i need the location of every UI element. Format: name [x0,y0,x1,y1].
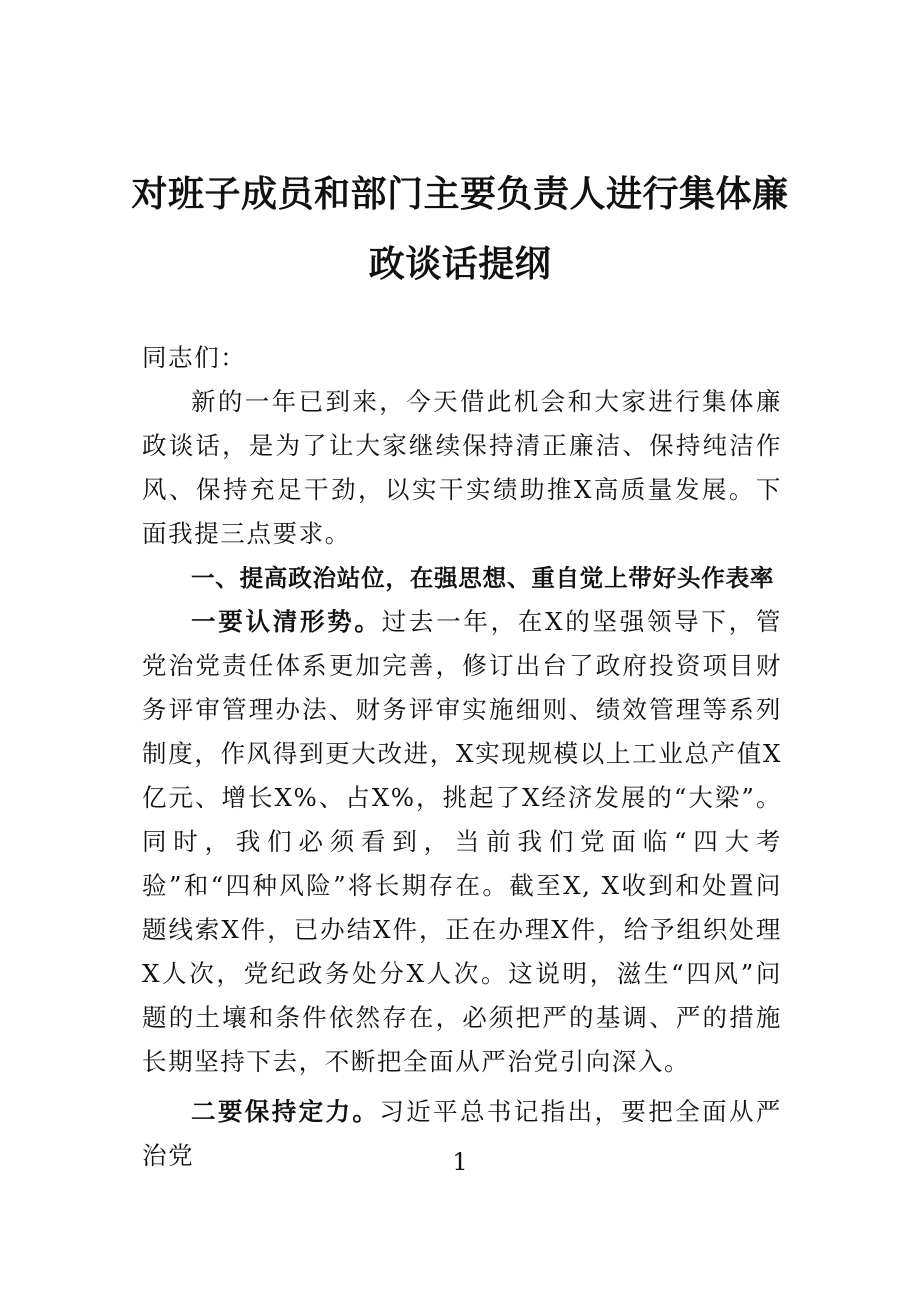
document-title-line-1: 对班子成员和部门主要负责人进行集体廉 [131,174,789,215]
page-number: 1 [452,1148,468,1176]
point-2-lead: 二要保持定力。 [191,1097,380,1126]
intro-paragraph: 新的一年已到来，今天借此机会和大家进行集体廉政谈话，是为了让大家继续保持清正廉洁、保持纯洁作风、保持充足干劲，以实干实绩助推X高质量发展。下面我提三点要求。 [142,387,782,548]
point-1-lead: 一要认清形势。 [191,607,382,636]
salutation: 同志们： [142,343,247,372]
point-1-text: 过去一年，在X的坚强领导下，管党治党责任体系更加完善，修订出台了政府投资项目财务评审管理办法、财务评审实施细则、绩效管理等系列制度，作风得到更大改进，X实现规模以上工业总产值X亿元、增长X%、占X%，挑起了X经济发展的“大梁”。同时，我们必须看到，当前我们党面临“四大考验”和“四种风险”将长期存在。截至X, X收到和处置问题线索X件，已办结X件，正在办理X件，给予组织处理X人次，党纪政务处分X人次。这说明，滋生“四风”问题的土壤和条件依然存在，必须把严的基调、严的措施长期坚持下去，不断把全面从严治党引向深入。 [142,607,782,1076]
document-body [142,336,782,1178]
point-2-text: 习近平总书记指出，要把全面从严治党 [142,1097,783,1170]
section-heading-1: 一、提高政治站位，在强思想、重自觉上带好头作表率 [191,564,775,592]
document-title-line-2: 政谈话提纲 [368,244,552,285]
point-1-paragraph [142,600,782,1084]
